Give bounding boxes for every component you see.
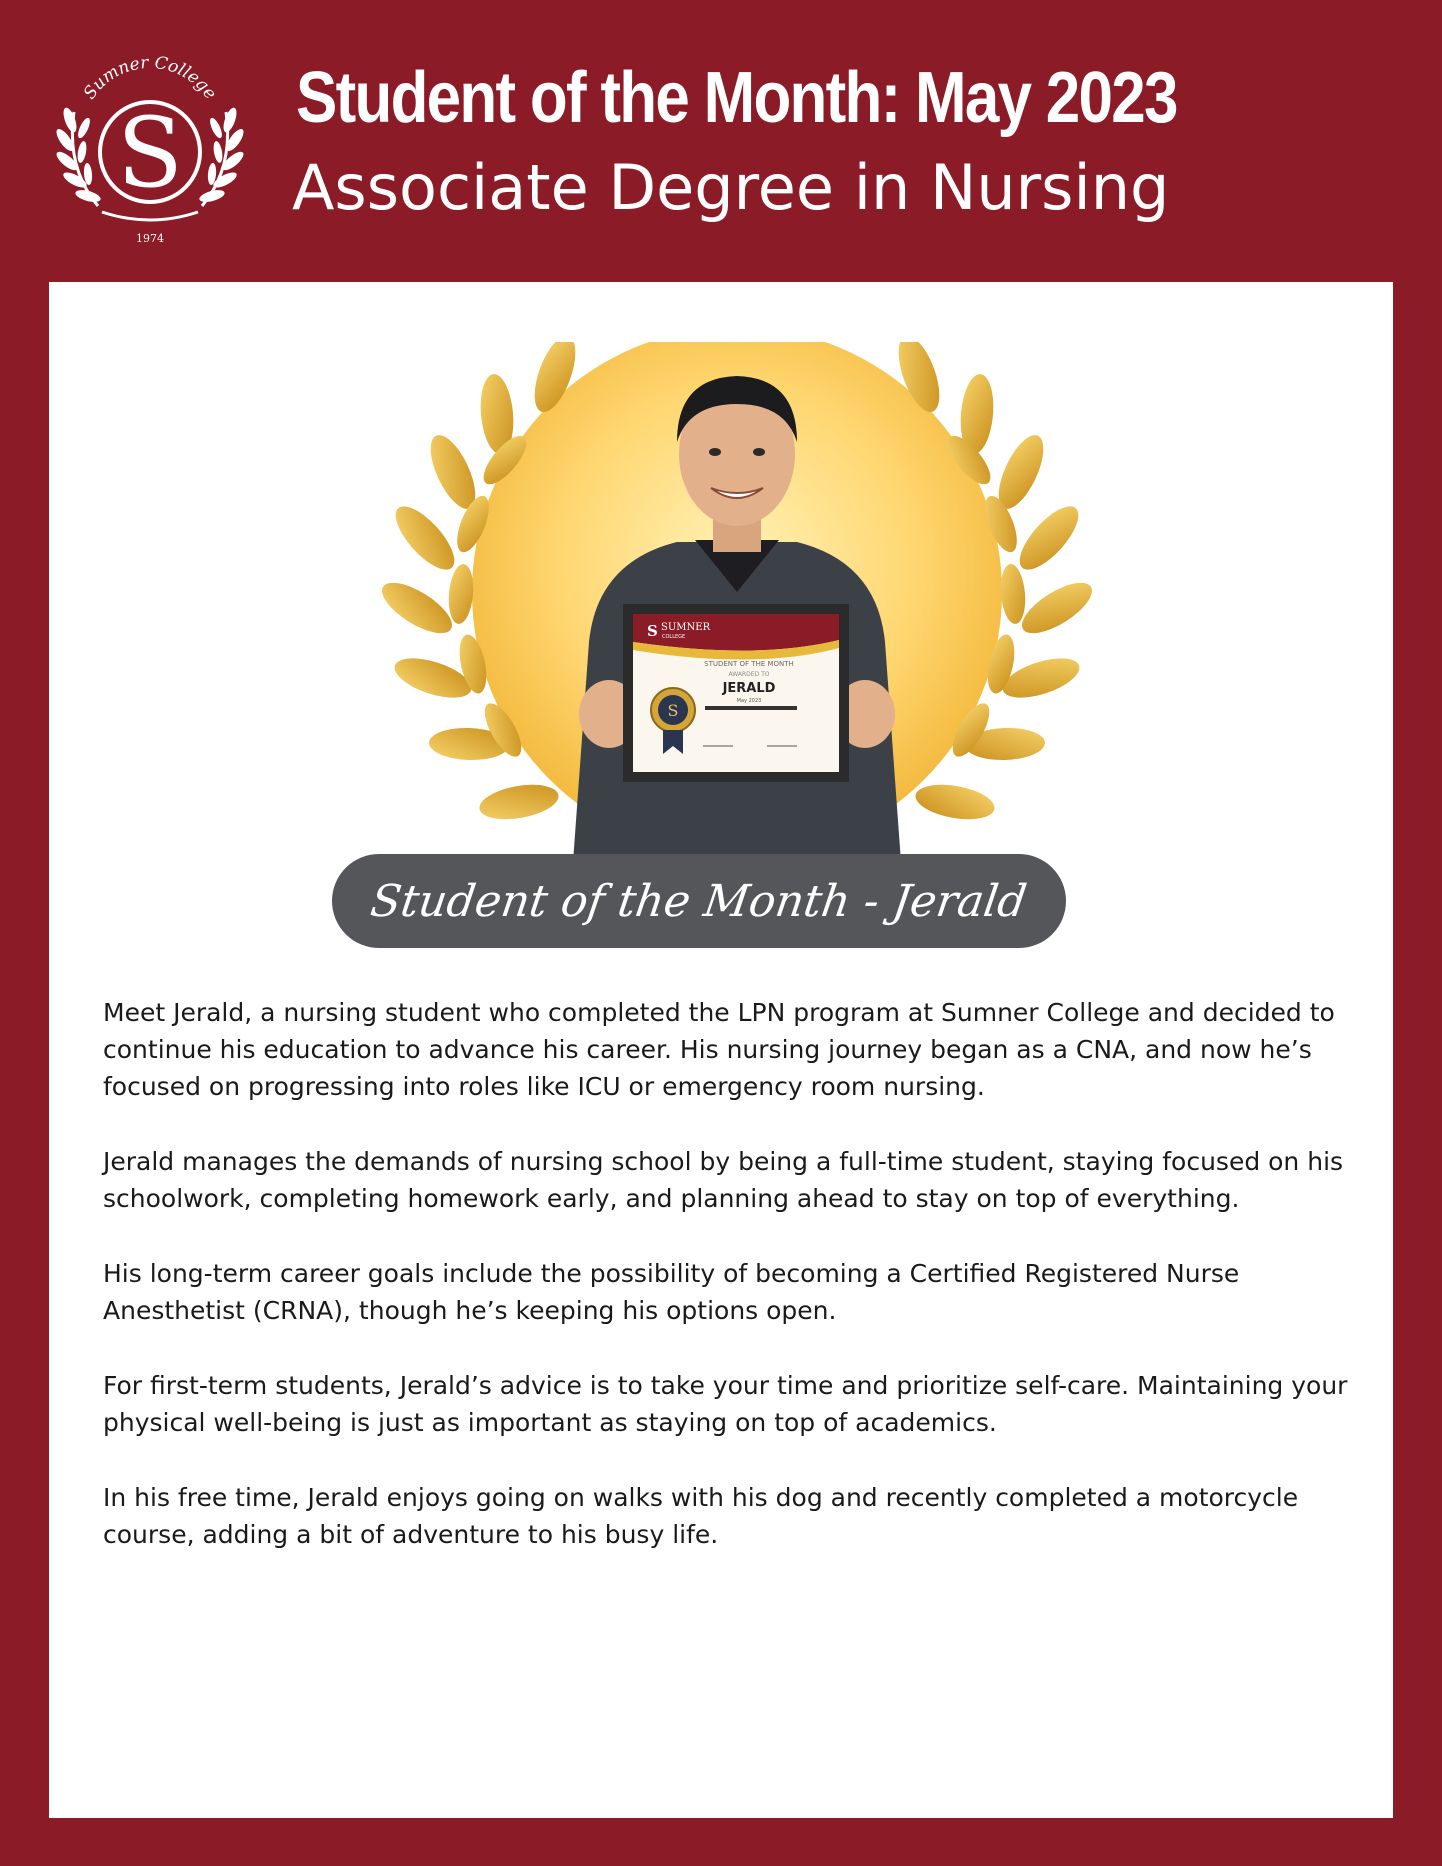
- paragraph-1: Meet Jerald, a nursing student who completed the LPN program at Sumner College and decided to continue his education to advance his career. His nursing journey began as a CNA, and now he’s focused on progressing into roles like ICU or emergency room nursing.: [103, 998, 1335, 1101]
- seal-letter: S: [117, 97, 183, 209]
- article-body: [103, 994, 1373, 1591]
- content-panel: [49, 282, 1393, 1818]
- paragraph-3: His long-term career goals include the possibility of becoming a Certified Registered Nurse Anesthetist (CRNA), though he’s keeping his options open.: [103, 1259, 1240, 1325]
- certificate-heading: STUDENT OF THE MONTH: [704, 660, 794, 668]
- certificate-name: JERALD: [722, 681, 776, 696]
- paragraph-4: For first-term students, Jerald’s advice is to take your time and prioritize self-care. Maintaining your physical well-being is just as important as staying on top of academics.: [103, 1371, 1348, 1437]
- svg-text:S: S: [647, 622, 658, 640]
- certificate: [623, 604, 849, 782]
- sumner-college-seal-logo: [40, 28, 260, 248]
- certificate-date: May 2023: [736, 698, 762, 704]
- certificate-brand-sub: COLLEGE: [662, 634, 686, 640]
- page-title: Student of the Month: May 2023: [296, 58, 1177, 138]
- page-subtitle: Associate Degree in Nursing: [292, 151, 1170, 224]
- paragraph-2: Jerald manages the demands of nursing school by being a full-time student, staying focused on his schoolwork, completing homework early, and planning ahead to stay on top of everything.: [103, 1147, 1344, 1213]
- student-photo: [377, 342, 1097, 862]
- seal-year: 1974: [136, 232, 164, 245]
- svg-text:S: S: [667, 701, 679, 720]
- certificate-awarded: AWARDED TO: [728, 671, 770, 678]
- banner-text: Student of the Month - Jerald: [367, 875, 1031, 927]
- svg-text:Sumner College: [80, 53, 220, 103]
- paragraph-5: In his free time, Jerald enjoys going on walks with his dog and recently completed a motorcycle course, adding a bit of adventure to his busy life.: [103, 1483, 1299, 1549]
- certificate-brand: SUMNER: [661, 622, 711, 633]
- seal-arc-text: Sumner College: [79, 52, 221, 104]
- student-name-banner: [332, 854, 1066, 948]
